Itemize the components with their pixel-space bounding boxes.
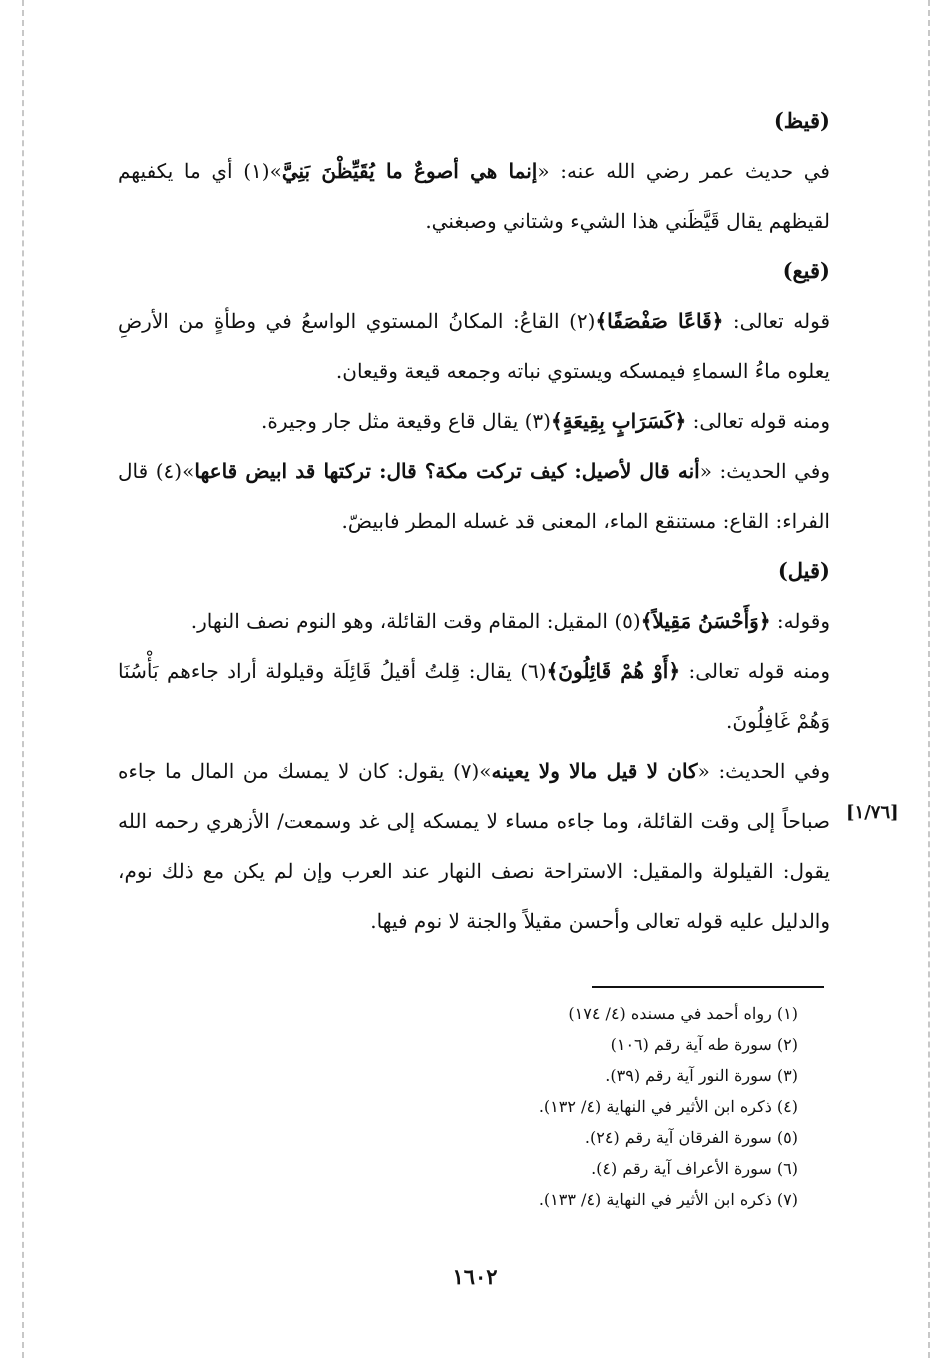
footnotes [300,998,798,1215]
margin-page-reference: [١/٧٦] [846,802,899,823]
paragraph [118,296,830,396]
paragraph-text: (٢) القاعُ: المكانُ المستوي الواسعُ في وطأةٍ من الأرضِ يعلوه ماءُ السماءِ فيمسكه ويستوي نباته وجمعه قيعة وقيعان. [118,309,830,383]
quoted-text: أنه قال لأصيل: كيف تركت مكة؟ قال: تركتها قد ابيض قاعها [194,459,700,483]
paragraph-text: وقوله: [770,609,830,633]
scan-edge-line [928,0,930,1358]
quoted-text: ﴿قَاعًا صَفْصَفًا﴾ [595,309,724,333]
footnote: (٣) سورة النور آية رقم (٣٩). [605,1066,798,1085]
quoted-text: ﴿كَسَرَابٍ بِقِيعَةٍ﴾ [550,409,687,433]
paragraph-text: وفي الحديث: « [699,459,830,483]
section-heading: (قيل) [777,558,830,583]
quoted-text: كان لا قيل مالا ولا يعينه [491,759,698,783]
footnote: (٦) سورة الأعراف آية رقم (٤). [591,1159,798,1178]
quoted-text: ﴿وَأَحْسَنُ مَقِيلاً﴾ [640,609,771,633]
footnote: (٤) ذكره ابن الأثير في النهاية (٤/ ١٣٢). [538,1097,798,1116]
paragraph-text: وفي الحديث: « [697,759,830,783]
paragraph [118,746,830,946]
quoted-text: ﴿أَوْ هُمْ قَائِلُونَ﴾ [546,659,681,683]
quoted-text: إنما هي أصوعٌ ما يُقَيِّظْنَ بَنِيَّ [281,159,538,183]
section-heading: (قيظ) [773,108,830,133]
footnote: (٧) ذكره ابن الأثير في النهاية (٤/ ١٣٣). [538,1190,798,1209]
paragraph-text: (٥) المقيل: المقام وقت القائلة، وهو النوم نصف النهار. [190,609,641,633]
footnote-divider [592,986,824,988]
main-text [118,96,830,946]
paragraph-text: في حديث عمر رضي الله عنه: « [537,159,830,183]
paragraph [118,596,830,646]
paragraph-text: قوله تعالى: [723,309,831,333]
paragraph-text: »(٤) قال الفراء: القاع: مستنقع الماء، المعنى قد غسله المطر فابيضّ. [118,459,830,533]
paragraph-text: (٣) يقال قاع وقيعة مثل جار وجيرة. [261,409,551,433]
page-number: ١٦٠٢ [452,1264,498,1289]
paragraph [118,646,830,746]
paragraph-text: »(٧) يقول: كان لا يمسك من المال ما جاءه صباحاً إلى وقت القائلة، وما جاءه مساء لا يمسكه إلى غد وسمعت/ الأزهري رحمه الله يقول: القيلولة والمقيل: الاستراحة نصف النهار عند العرب وإن لم يكن مع ذلك نوم، والدليل عليه قوله تعالى وأحسن مقيلاً والجنة لا نوم فيها. [118,759,830,933]
footnote: (١) رواه أحمد في مسنده (٤/ ١٧٤) [568,1004,798,1023]
paragraph [118,396,830,446]
paragraph-text: »(١) أي ما يكفيهم لقيظهم يقال قَيَّظَني هذا الشيء وشتاني وصبغني. [118,159,830,233]
footnote: (٢) سورة طه آية رقم (١٠٦) [610,1035,798,1054]
paragraph-text: ومنه قوله تعالى: [680,659,831,683]
paragraph [118,146,830,246]
paragraph-text: ومنه قوله تعالى: [686,409,830,433]
section-heading: (قيع) [782,258,830,283]
paragraph [118,446,830,546]
scan-edge-line [22,0,24,1358]
footnote: (٥) سورة الفرقان آية رقم (٢٤). [584,1128,798,1147]
paragraph-text: (٦) يقال: قِلتُ أقيلُ قَائِلَة وقيلولة أراد جاءهم بَأْسُنَا وَهُمْ غَافِلُونَ. [118,659,830,733]
